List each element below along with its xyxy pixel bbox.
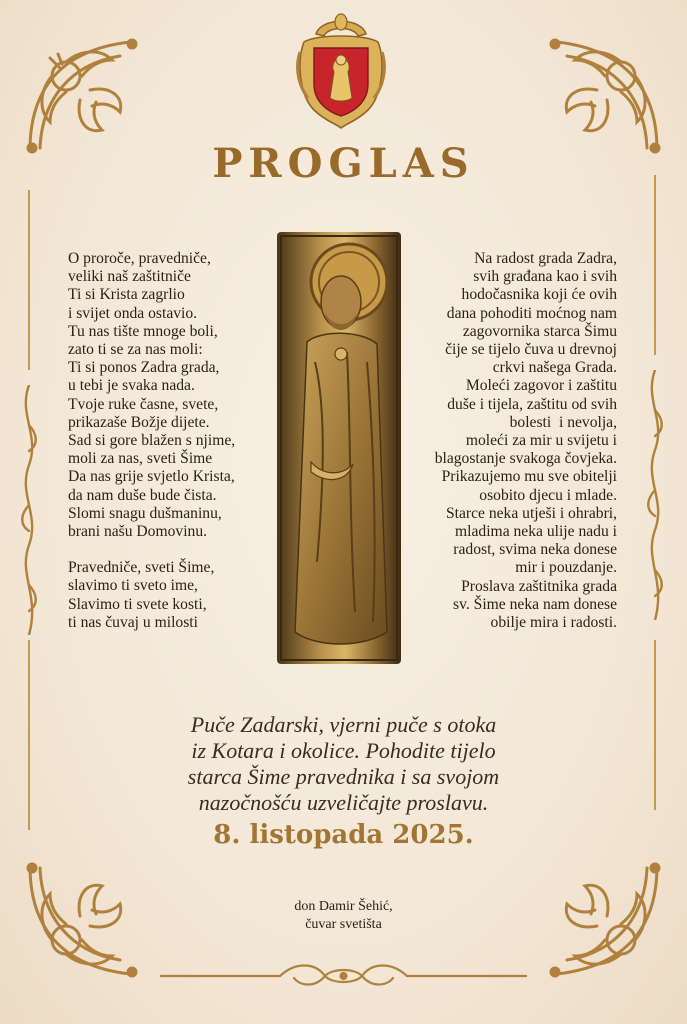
- right-border-line: [654, 175, 656, 355]
- proclamation-line: moleći za mir u svijetu i: [465, 432, 617, 450]
- left-scroll-ornament-icon: [16, 385, 42, 635]
- proclamation-column: [387, 250, 617, 632]
- proclamation-line: mir i pouzdanje.: [515, 559, 617, 577]
- prayer-line: Pravedniče, sveti Šime,: [68, 559, 215, 577]
- prayer-line: Da nas grije svjetlo Krista,: [68, 468, 235, 486]
- prayer-line: ti nas čuvaj u milosti: [68, 613, 198, 631]
- proclamation-line: sv. Šime neka nam donese: [453, 595, 617, 613]
- prayer-line: u tebi je svaka nada.: [68, 377, 195, 395]
- proclamation-line: Proslava zaštitnika grada: [461, 577, 617, 595]
- signature: [0, 898, 687, 934]
- bottom-divider-ornament-icon: [160, 958, 527, 994]
- proclamation-line: Na radost grada Zadra,: [474, 250, 617, 267]
- event-date: 8. listopada 2025.: [213, 820, 474, 850]
- proclamation-line: Moleći zagovor i zaštitu: [465, 377, 617, 395]
- appeal-line: Puče Zadarski, vjerni puče s otoka: [190, 712, 497, 737]
- prayer-column: [68, 250, 268, 632]
- prayer-line: veliki naš zaštitniče: [68, 268, 191, 286]
- appeal-text: [0, 712, 687, 816]
- proclamation-line: Starce neka utješi i ohrabri,: [445, 504, 617, 522]
- stanza-gap: [68, 541, 268, 559]
- proclamation-line: zagovornika starca Šimu: [462, 322, 617, 340]
- page-title: PROGLAS: [212, 140, 475, 187]
- signature-name: don Damir Šehić,: [294, 899, 393, 914]
- prayer-line: O proroče, pravedniče,: [68, 250, 211, 267]
- proclamation-line: radost, svima neka donese: [453, 541, 617, 559]
- prayer-line: Tvoje ruke časne, svete,: [68, 395, 219, 413]
- proclamation-line: bolesti i nevolja,: [509, 413, 617, 431]
- proclamation-line: crkvi našega Grada.: [492, 359, 617, 377]
- appeal-line: nazočnošću uzveličajte proslavu.: [198, 790, 489, 815]
- proclamation-line: svih građana kao i svih: [473, 268, 617, 286]
- prayer-line: brani našu Domovinu.: [68, 523, 208, 541]
- appeal-line: starca Šime pravednika i sa svojom: [187, 764, 500, 789]
- prayer-line: i svijet onda ostavio.: [68, 304, 198, 322]
- signature-role: čuvar svetišta: [305, 917, 382, 932]
- prayer-line: Tu nas tište mnoge boli,: [68, 322, 218, 340]
- proclamation-line: osobito djecu i mlade.: [479, 486, 617, 504]
- right-scroll-ornament-icon: [642, 370, 668, 620]
- prayer-line: moli za nas, sveti Šime: [68, 450, 213, 468]
- proclamation-line: obilje mira i radosti.: [490, 614, 617, 632]
- proclamation-line: duše i tijela, zaštitu od svih: [447, 395, 617, 413]
- city-coat-of-arms-icon: [296, 12, 386, 130]
- proclamation-line: hodočasnika koji će ovih: [461, 286, 617, 304]
- prayer-line: da nam duše bude čista.: [68, 486, 217, 504]
- proclamation-line: Prikazujemo mu sve obitelji: [441, 468, 617, 486]
- proclamation-line: dana pohoditi moćnog nam: [446, 304, 617, 322]
- prayer-line: Ti si Krista zagrlio: [68, 286, 185, 304]
- prayer-line: Slomi snagu dušmaninu,: [68, 504, 222, 522]
- proclamation-line: mladima neka ulije nadu i: [455, 523, 617, 541]
- prayer-line: zato ti se za nas moli:: [68, 341, 203, 359]
- saint-simeon-relief-icon: [277, 232, 401, 664]
- prayer-line: Sad si gore blažen s njime,: [68, 432, 236, 450]
- proclamation-line: čije se tijelo čuva u drevnoj: [445, 341, 617, 359]
- proclamation-line: blagostanje svakoga čovjeka.: [434, 450, 617, 468]
- left-border-line: [28, 190, 30, 370]
- prayer-line: slavimo ti sveto ime,: [68, 577, 198, 595]
- appeal-line: iz Kotara i okolice. Pohodite tijelo: [191, 738, 496, 763]
- prayer-line: Slavimo ti svete kosti,: [68, 595, 207, 613]
- prayer-line: prikazaše Božje dijete.: [68, 413, 210, 431]
- prayer-line: Ti si ponos Zadra grada,: [68, 359, 220, 377]
